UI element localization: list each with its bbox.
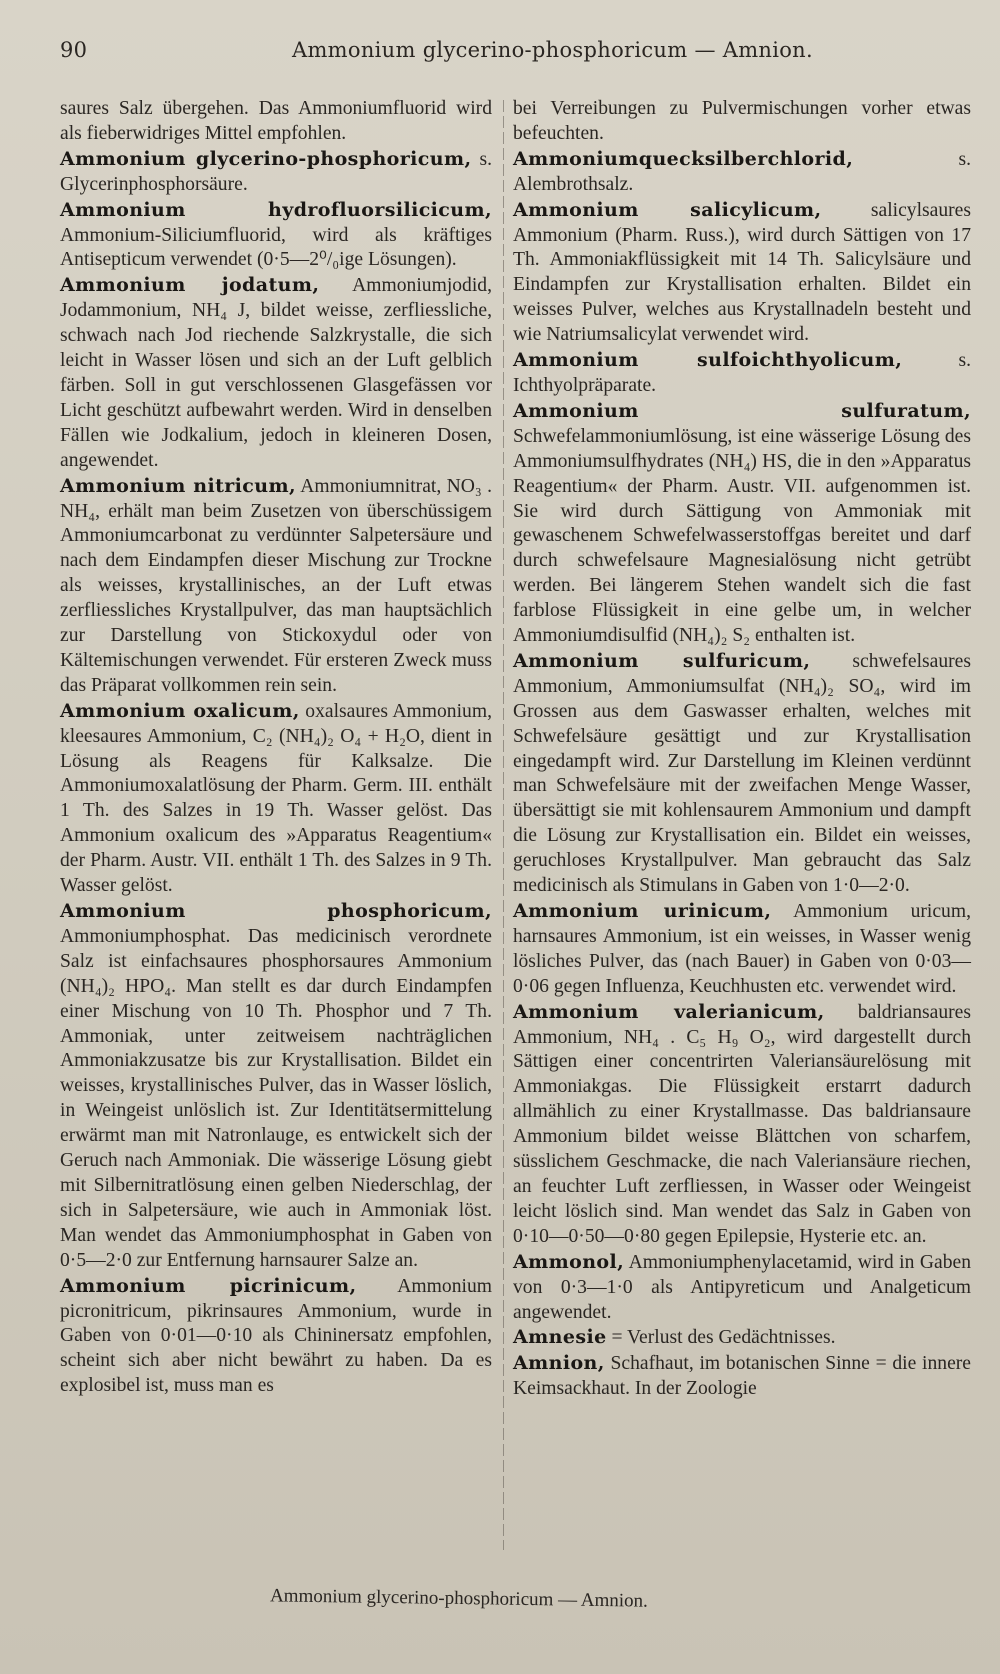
entry-paragraph [513,348,971,399]
entry-text: s. Alembrothsalz. [513,148,971,195]
entry-headword: Amnesie [513,1326,607,1349]
page-footer: Ammonium glycerino-phosphoricum — Amnion. [269,1585,648,1612]
entry-paragraph [60,1274,492,1400]
entry-paragraph [513,97,971,147]
entry-paragraph [60,198,492,274]
entry-headword: Ammonium urinicum, [513,900,772,922]
entry-headword: Ammonol, [513,1250,625,1273]
column-divider [503,100,504,1550]
left-column [60,97,492,1399]
entry-text: schwefelsaures Ammonium, Ammoniumsulfat (NH₄)₂ SO₄, wird im Grossen aus dem Gaswasser erhalten, welches mit Schwefelsäure gesättigt und zur Krystallisation eingedampft wird. Zur Darstellung im Kleinen verdünnt man Schwefelsäure mit der zweifachen Menge Wasser, übersättigt sie mit kohlensaurem Ammonium und dampft die Lösung zur Krystallisation ein. Bildet ein weisses, geruchloses Krystallpulver. Man gebraucht das Salz medicinisch als Stimulans in Gaben von 1·0—2·0. [513,650,972,897]
entry-headword: Ammonium salicylicum, [513,198,822,221]
entry-text: Ammonium uricum, harnsaures Ammonium, ist ein weisses, in Wasser wenig lösliches Pulver, das (nach Bauer) in Gaben von 0·03—0·06 gegen Influenza, Keuchhusten etc. verwendet wird. [513,901,971,997]
entry-paragraph [60,899,492,1274]
entry-paragraph [513,198,971,348]
entry-text: oxalsaures Ammonium, kleesaures Ammonium, C₂ (NH₄)₂ O₄ + H₂O, dient in Lösung als Reagens für Kalksalze. Die Ammoniumoxalatlösung der Pharm. Germ. III. enthält 1 Th. des Salzes in 19 Th. Wasser gelöst. Das Ammonium oxalicum des »Apparatus Reagentium« der Pharm. Austr. VII. enthält 1 Th. des Salzes in 9 Th. Wasser gelöst. [60,700,492,897]
entry-text: s. Ichthyolpräparate. [513,350,971,396]
running-head: Ammonium glycerino-phosphoricum — Amnion. [292,38,813,62]
entry-paragraph [513,1325,971,1351]
entry-text: Schwefelammoniumlösung, ist eine wässerige Lösung des Ammoniumsulfhydrates (NH₄) HS, die in den »Apparatus Reagentium« der Pharm. Austr. VII. aufgenommen ist. Sie wird durch Sättigung von Ammoniak mit gewaschenem Schwefelwasserstoffgas bereitet und darf durch schwefelsaure Magnesialösung nicht getrübt werden. Bei längerem Stehen wandelt sich die fast farblose Flüssigkeit in eine gelbe um, in welcher Ammoniumdisulfid (NH₄)₂ S₂ enthalten ist. [513,425,971,647]
entry-paragraph [513,1250,971,1326]
entry-text: s. Glycerinphosphorsäure. [60,148,492,195]
entry-headword: Ammonium phosphoricum, [60,900,492,922]
entry-headword: Ammonium picrinicum, [60,1274,357,1297]
entry-paragraph [513,1351,971,1402]
entry-headword: Ammonium sulfuratum, [513,399,971,422]
entry-text: saures Salz übergehen. Das Ammoniumfluorid wird als fieberwidriges Mittel empfohlen. [60,98,492,144]
entry-text: salicylsaures Ammonium (Pharm. Russ.), wird durch Sättigen von 17 Th. Ammoniakflüssigkeit mit 14 Th. Salicylsäure und Eindampfen zur Krystallisation erhalten. Bildet ein weisses Pulver, welches aus Krystallnadeln besteht und wie Natriumsalicylat verwendet wird. [513,199,971,346]
entry-text: Ammoniumjodid, Jodammonium, NH₄ J, bildet weisse, zerfliessliche, schwach nach Jod riechende Salzkrystalle, die sich leicht in Wasser lösen und sich an der Luft gelblich färben. Soll in gut verschlossenen Glasgefässen vor Licht geschützt aufbewahrt werden. Wird in denselben Fällen wie Jodkalium, jedoch in kleineren Dosen, angewendet. [60,275,492,471]
page-number: 90 [60,38,88,62]
entry-headword: Ammonium oxalicum, [60,699,300,722]
entry-text: bei Verreibungen zu Pulvermischungen vorher etwas befeuchten. [513,98,971,144]
entry-paragraph [60,273,492,473]
entry-headword: Ammonium sulfoichthyolicum, [513,349,903,372]
entry-text: Schafhaut, im botanischen Sinne = die innere Keimsackhaut. In der Zoologie [513,1353,971,1400]
entry-paragraph [513,899,971,1000]
entry-paragraph [60,699,492,899]
entry-headword: Ammonium glycerino-phosphoricum, [60,147,472,170]
entry-headword: Ammonium valerianicum, [513,1000,825,1023]
entry-paragraph [513,1000,971,1250]
entry-text: Ammoniumnitrat, NO₃ . NH₄, erhält man beim Zusetzen von überschüssigem Ammoniumcarbonat zu verdünnter Salpetersäure und nach dem Eindampfen dieser Mischung zur Trockne als weisses, krystallinisches, an der Luft etwas zerfliessliches Krystallpulver, das man hauptsächlich zur Darstellung von Stickoxydul oder von Kältemischungen verwendet. Für ersteren Zweck muss das Präparat vollkommen rein sein. [60,475,492,696]
entry-headword: Ammonium sulfuricum, [513,649,811,672]
entry-paragraph [513,399,971,649]
page-header [60,38,960,72]
entry-headword: Ammonium jodatum, [60,274,320,297]
entry-headword: Ammonium hydrofluorsilicicum, [60,198,492,221]
entry-paragraph [60,474,492,699]
entry-text: baldriansaures Ammonium, NH₄ . C₅ H₉ O₂, wird dargestellt durch Sättigen einer concentrirten Valeriansäurelösung mit Ammoniakgas. Die Flüssigkeit erstarrt dadurch allmählich zu einer Krystallmasse. Das baldriansaure Ammonium bildet weisse Blättchen von scharfem, süsslichem Geschmacke, die nach Valeriansäure riechen, an feuchter Luft zerfliessen, in Wasser oder Weingeist leicht löslich sind. Man wendet das Salz in Gaben von 0·10—0·50—0·80 gegen Epilepsie, Hysterie etc. an. [513,1001,971,1247]
entry-headword: Amnion, [513,1352,605,1375]
entry-text: Ammoniumphenylacetamid, wird in Gaben von 0·3—1·0 als Antipyreticum und Analgeticum angewendet. [513,1251,971,1323]
entry-text: Ammonium-Siliciumfluorid, wird als kräftiges Antisepticum verwendet (0·5—2⁰/₀ige Lösungen). [60,224,492,271]
entry-paragraph [60,147,492,198]
entry-text: Ammonium picronitricum, pikrinsaures Ammonium, wurde in Gaben von 0·01—0·10 als Chininersatz empfohlen, scheint sich aber nicht bewährt zu haben. Da es explosibel ist, muss man es [60,1275,492,1397]
entry-headword: Ammonium nitricum, [60,474,296,497]
entry-paragraph [513,649,971,899]
entry-text: Ammoniumphosphat. Das medicinisch verordnete Salz ist einfachsaures phosphorsaures Ammonium (NH₄)₂ HPO₄. Man stellt es dar durch Eindampfen einer Mischung von 10 Th. Phosphor und 7 Th. Ammoniak, unter zeitweisem nachträglichen Ammoniakzusatze bis zur Krystallisation. Bildet ein weisses, krystallinisches Pulver, das in Wasser löslich, in Weingeist unlöslich ist. Zur Identitätsermittelung erwärmt man mit Natronlauge, es entwickelt sich der Geruch nach Ammoniak. Die wässerige Lösung giebt mit Silbernitratlösung einen gelben Niederschlag, der sich in Salpetersäure, wie auch in Ammoniak löst. Man wendet das Ammoniumphosphat in Gaben von 0·5—2·0 zur Entfernung harnsaurer Salze an. [60,925,492,1271]
entry-paragraph [60,97,492,147]
entry-paragraph [513,147,971,198]
right-column [513,97,971,1402]
entry-text: = Verlust des Gedächtnisses. [606,1327,836,1349]
entry-headword: Ammoniumquecksilberchlorid, [513,147,854,170]
